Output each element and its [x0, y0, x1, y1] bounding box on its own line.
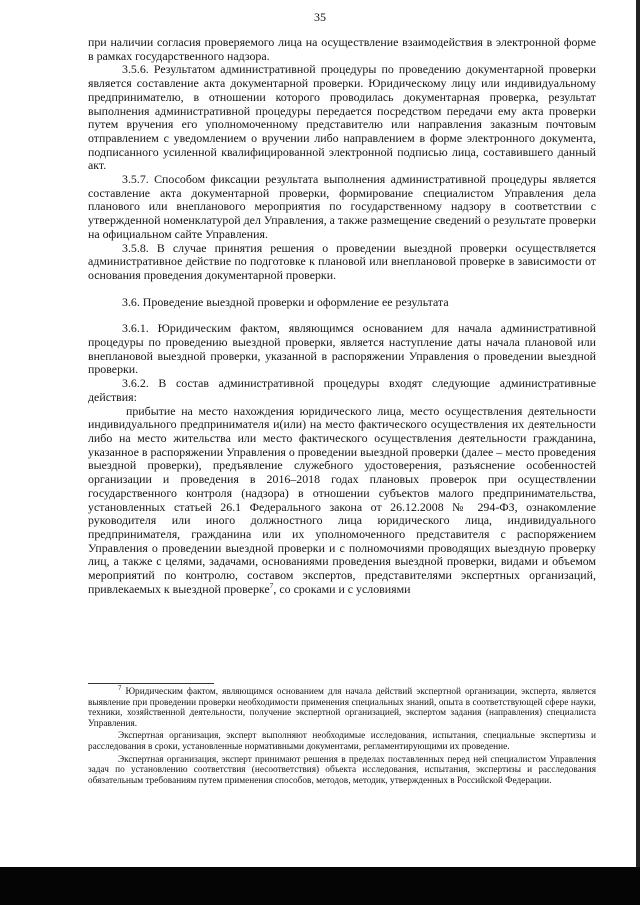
paragraph-actions-text: прибытие на место нахождения юридического лица, место осуществления деятельности индивидуального предпринимателя и(или) на место фактического осуществления их деятельности либо на место жительства или место фактического осуществления деятельности гражданина, указанное в распоряжении Управления о проведении выездной проверки (далее – место проведения выездной проверки), предъявление служебного удостоверения, разъяснение особенностей организации и проведения в 2016–2018 годах плановых проверок при осуществлении государственного контроля (надзора) в отношении субъектов малого предпринимательства, установленных статьей 26.1 Федерального закона от 26.12.2008 № 294-ФЗ, ознакомление руководителя или иного должностного лица юридического лица, индивидуального предпринимателя, гражданина или их уполномоченного представителя с распоряжением Управления о проведении выездной проверки и с полномочиями проводящих выездную проверку лиц, а также с целями, задачами, основаниями проведения выездной проверки, видами и объемом мероприятий по контролю, составом экспертов, представителями экспертных организаций, привлекаемых к выездной проверке	[88, 403, 596, 596]
footnote-reference[interactable]: 7	[269, 580, 274, 590]
footnote-marker: 7	[118, 683, 122, 692]
paragraph-actions	[88, 405, 596, 597]
paragraph-3-6-1: 3.6.1. Юридическим фактом, являющимся основанием для начала административной процедуры по проведению выездной проверки, является наступление даты начала плановой или внеплановой выездной проверки, указанной в распоряжении Управления о проведении выездной проверки.	[88, 321, 596, 377]
paragraph-3-5-7: 3.5.7. Способом фиксации результата выполнения административной процедуры является составление акта документарной проверки, формирование специалистом Управления дела планового или внепланового мероприятия по государственному надзору в соответствии с утвержденной номенклатурой дел Управления, а также размещение сведений о результате проверки на официальном сайте Управления.	[88, 172, 596, 241]
footnote-text: Юридическим фактом, являющимся основанием для начала действий экспертной организации, эксперта, является выявление при проведении проверки необходимости применения специальных знаний, опыта в соответствующей сфере науки, техники, хозяйственной деятельности, получение экспертной организацией, экспертом задания (направления) специалиста Управления.	[88, 687, 596, 729]
paragraph-3-6-2: 3.6.2. В состав административной процедуры входят следующие административные действия:	[88, 376, 596, 404]
section-heading-3-6: 3.6. Проведение выездной проверки и оформление ее результата	[122, 294, 449, 309]
page-number: 35	[314, 10, 326, 24]
scan-edge	[636, 0, 640, 905]
paragraph-3-5-8: 3.5.8. В случае принятия решения о проведении выездной проверки осуществляется административное действие по подготовке к плановой или внеплановой проверке в зависимости от основания проведения документарной проверки.	[88, 240, 596, 282]
paragraph-3-5-6: 3.5.6. Результатом административной процедуры по проведению документарной проверки является составление акта документарной проверки. Юридическому лицу или индивидуальному предпринимателю, в отношении которого проводилась документарная проверка, результат выполнения административной процедуры передается посредством передачи ему акта проверки путем вручения его уполномоченному представителю или направления заказным почтовым отправлением с уведомлением о вручении либо направлением в форме электронного документа, подписанного усиленной квалифицированной электронной подписью лица, составившего данный акт.	[88, 62, 596, 173]
footnote-divider	[88, 683, 214, 684]
footnote-paragraph: Экспертная организация, эксперт принимают решения в пределах поставленных перед ней специалистом Управления задач по установлению соответствия (несоответствия) объекта исследования, испытания, экспертизы и расследования обязательным требованиям путем применения способов, методов, методик, утвержденных в Российской Федерации.	[88, 754, 596, 786]
footnote-7	[88, 683, 596, 729]
paragraph: при наличии согласия проверяемого лица на осуществление взаимодействия в электронной форме в рамках государственного надзора.	[88, 35, 596, 63]
footnotes	[88, 683, 596, 786]
paragraph-actions-tail: , со сроками и с условиями	[273, 581, 411, 596]
footnote-paragraph: Экспертная организация, эксперт выполняют необходимые исследования, испытания, специальные экспертизы и расследования в сроки, установленные нормативными документами, регламентирующими их проведение.	[88, 731, 596, 752]
body-text	[88, 36, 596, 596]
scan-border	[0, 867, 640, 905]
